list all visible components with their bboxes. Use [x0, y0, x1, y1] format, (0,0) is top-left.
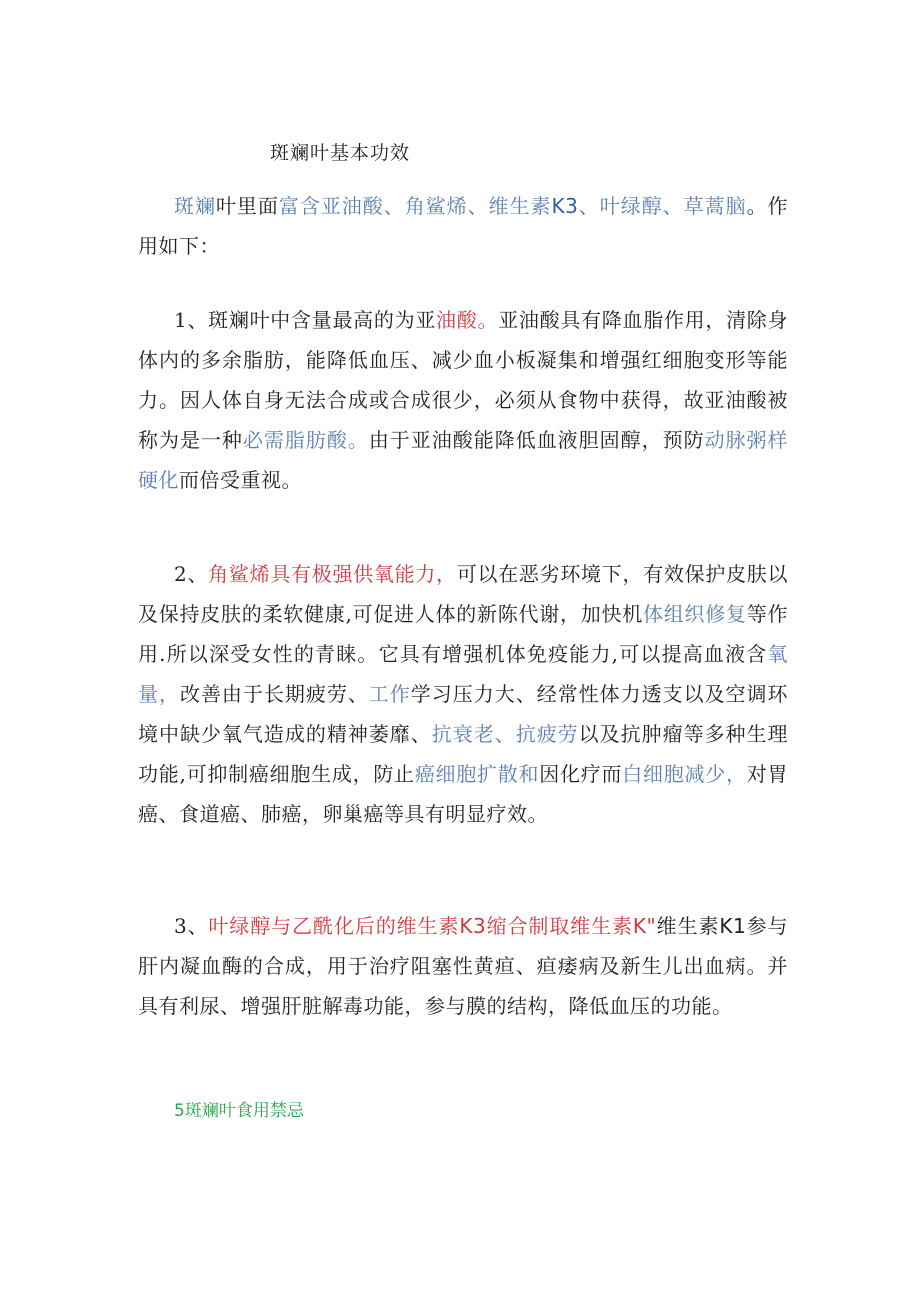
- p2-text-8: 对胃癌、食道癌、肺癌，卵巢癌等具有明显疗效。: [138, 762, 789, 826]
- p3-highlight-k: K": [632, 914, 657, 938]
- p2-link-oxygen[interactable]: 氧量，: [138, 642, 788, 706]
- p2-link-work[interactable]: 工作: [368, 682, 411, 706]
- p1-link-atherosclerosis[interactable]: 动脉粥样硬化: [138, 428, 789, 492]
- p1-text-4: 而倍受重视。: [179, 468, 302, 492]
- p2-text-6: 以及抗肿瘤等多种生理功能,可抑制癌细胞生成，防止: [138, 722, 789, 786]
- p3-highlight-2: 缩合制取维生素: [486, 914, 633, 938]
- p2-link-cancer-spread[interactable]: 癌细胞扩散和: [414, 762, 540, 786]
- p2-text-2: 可以在恶劣环境下，有效保护皮肤以及保持皮肤的柔软健康,可促进人体的新陈代谢，加快机: [138, 562, 789, 626]
- p1-text-3: 由于亚油酸能降低血液胆固醇，预防: [368, 428, 705, 452]
- intro-text-3: 。作用如下：: [138, 194, 789, 258]
- document-title: 斑斓叶基本功效: [270, 142, 411, 164]
- p1-text-1: 1、斑斓叶中含量最高的为亚: [174, 308, 437, 332]
- p2-text-1: 2、: [174, 562, 209, 586]
- p2-link-anti-aging[interactable]: 抗衰老、抗疲劳: [431, 722, 579, 746]
- p2-text-3: 等作用.所以深受女性的青睐。它具有增强机体免疫能力,可以提高血液含: [138, 602, 789, 666]
- p3-text-2: 维生素: [656, 914, 720, 938]
- paragraph-phytol: [138, 906, 788, 1026]
- p2-text-5: 学习压力大、经常性体力透支以及空调环境中缺少氧气造成的精神萎靡、: [138, 682, 789, 746]
- p2-link-tissue-repair[interactable]: 体组织修复: [643, 602, 747, 626]
- p2-text-4: 改善由于长期疲劳、: [179, 682, 369, 706]
- p3-text-1: 3、: [174, 914, 209, 938]
- p3-k1: K1: [719, 914, 747, 938]
- p1-highlight-oleic: 油酸。: [436, 308, 499, 332]
- p1-link-essential-fatty-acid[interactable]: 必需脂肪酸。: [242, 428, 369, 452]
- p2-text-7: 因化疗而: [539, 762, 623, 786]
- paragraph-squalene: [138, 554, 788, 834]
- p1-text-2: 亚油酸具有降血脂作用，清除身体内的多余脂肪，能降低血压、减少血小板凝集和增强红细胞变形等能力。因人体自身无法合成或合成很少，必须从食物中获得，故亚油酸被称为是一种: [138, 308, 789, 452]
- intro-link-ingredients-2[interactable]: 、叶绿醇、草蒿脑: [578, 194, 747, 218]
- intro-text-2: 叶里面: [215, 194, 279, 218]
- paragraph-linoleic-acid: [138, 300, 788, 500]
- intro-paragraph: [138, 186, 788, 266]
- p2-link-leukopenia[interactable]: 白细胞减少，: [622, 762, 747, 786]
- p3-highlight-1: 叶绿醇与乙酰化后的维生素: [208, 914, 460, 938]
- p3-highlight-k3: K3: [459, 914, 487, 938]
- intro-link-ingredients[interactable]: 富含亚油酸、角鲨烯、维生素: [278, 194, 552, 218]
- p3-text-3: 参与肝内凝血酶的合成，用于治疗阻塞性黄疸、疸痿病及新生儿出血病。并具有利尿、增强肝脏解毒功能，参与膜的结构，降低血压的功能。: [138, 914, 789, 1018]
- intro-k3[interactable]: K3: [551, 194, 579, 218]
- intro-text-1: 斑斓: [174, 194, 216, 218]
- section-5-heading[interactable]: 5斑斓叶食用禁忌: [174, 1101, 304, 1121]
- p2-highlight-squalene: 角鲨烯具有极强供氧能力，: [208, 562, 457, 586]
